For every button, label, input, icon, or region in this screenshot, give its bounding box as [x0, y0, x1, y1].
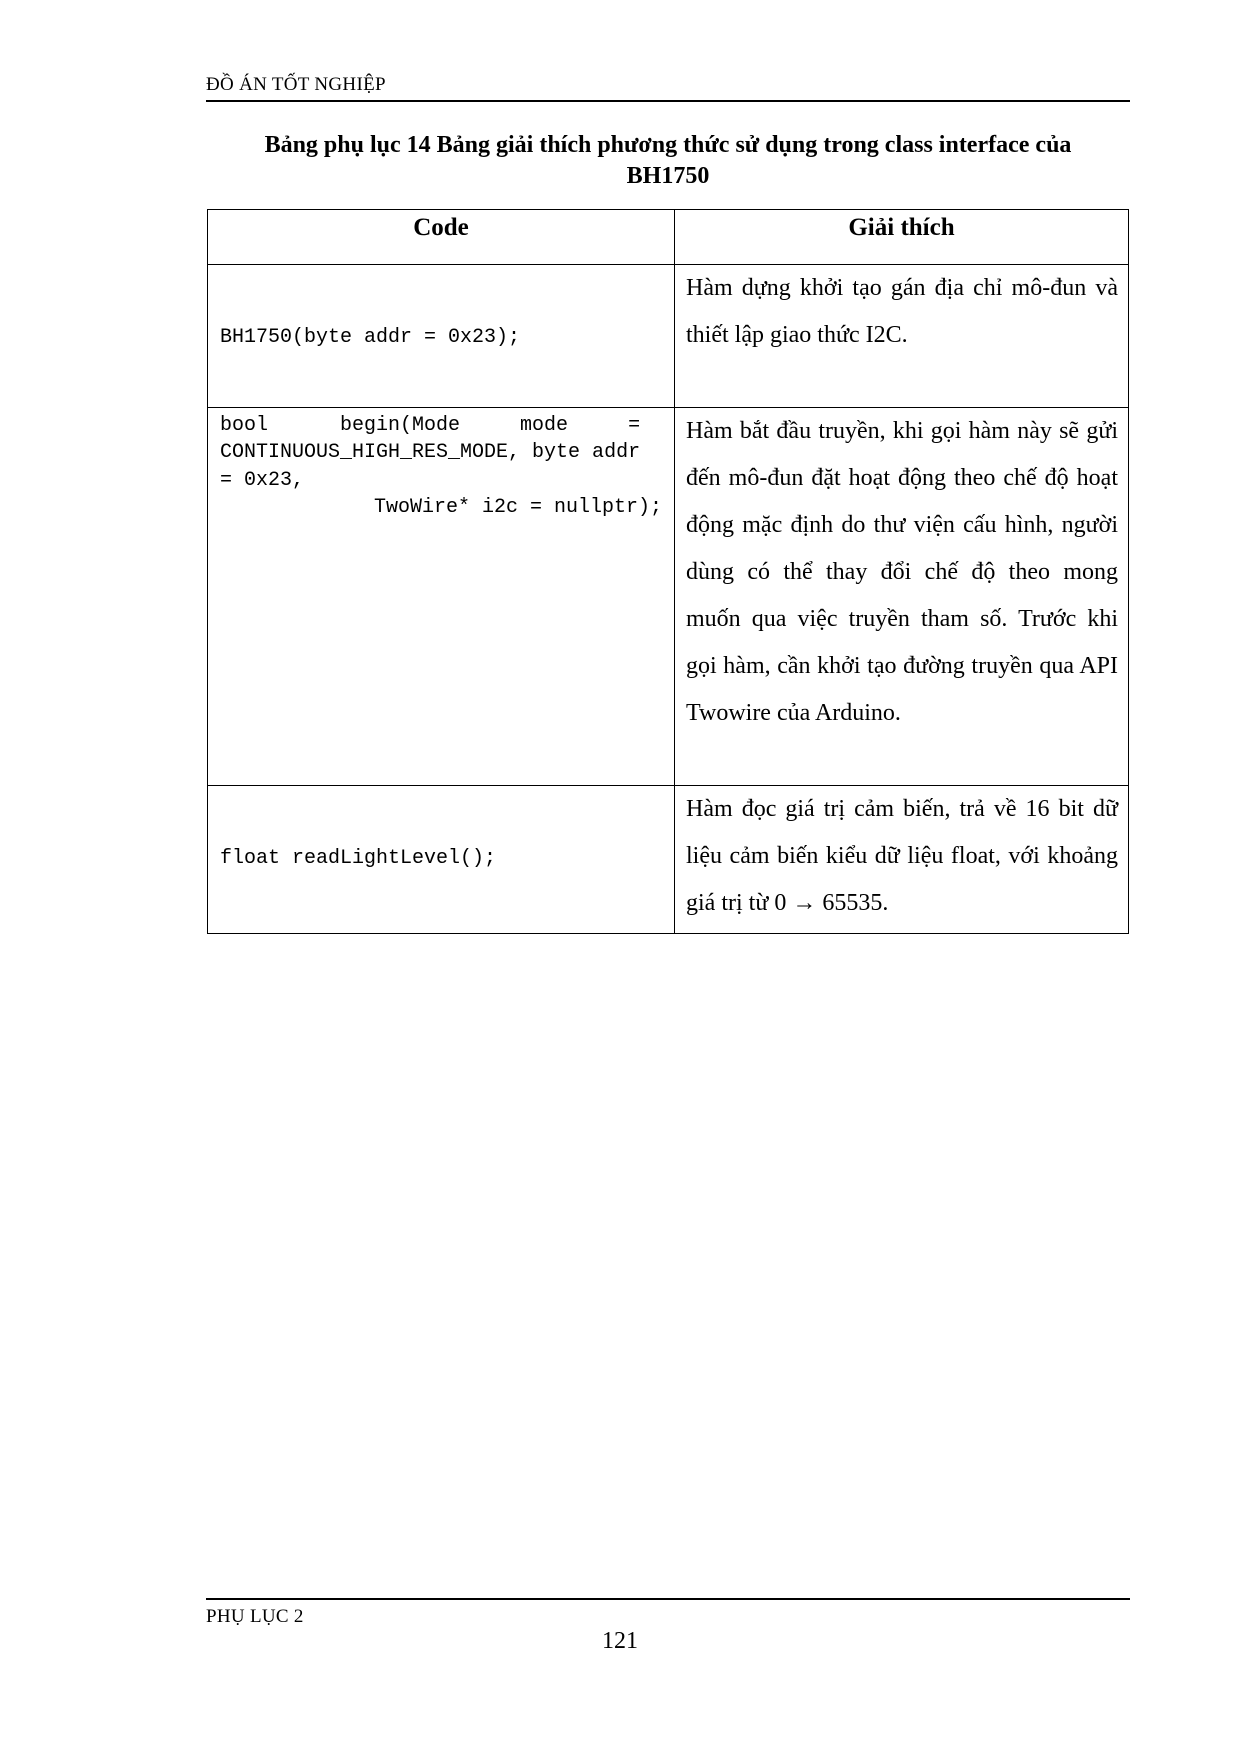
- table-caption: [206, 130, 1130, 192]
- code-line: CONTINUOUS_HIGH_RES_MODE, byte addr: [220, 441, 641, 464]
- code-line: float readLightLevel();: [220, 846, 497, 870]
- table-row: [208, 407, 1129, 785]
- methods-table: [207, 209, 1129, 934]
- column-header-description: Giải thích: [675, 210, 1129, 265]
- header-title: ĐỒ ÁN TỐT NGHIỆP: [206, 74, 386, 95]
- caption-line-2: BH1750: [626, 163, 710, 189]
- code-cell: [208, 407, 675, 785]
- code-line: BH1750(byte addr = 0x23);: [220, 326, 521, 349]
- code-line: TwoWire* i2c = nullptr);: [373, 496, 662, 519]
- page-footer: [206, 1598, 1130, 1628]
- description-cell: Hàm đọc giá trị cảm biến, trả về 16 bit dữ liệu cảm biến kiểu dữ liệu float, với khoảng giá trị từ 0 → 65535.: [675, 785, 1129, 933]
- description-cell: Hàm bắt đầu truyền, khi gọi hàm này sẽ gửi đến mô-đun đặt hoạt động theo chế độ hoạt động mặc định do thư viện cấu hình, người dùng có thể thay đổi chế độ theo mong muốn qua việc truyền tham số. Trước khi gọi hàm, cần khởi tạo đường truyền qua API Twowire của Arduino.: [675, 407, 1129, 785]
- page-header: [206, 74, 1130, 102]
- code-cell: [208, 785, 675, 933]
- table-row: [208, 785, 1129, 933]
- footer-divider: [206, 1598, 1130, 1600]
- column-header-code: Code: [208, 210, 675, 265]
- description-cell: Hàm dựng khởi tạo gán địa chỉ mô-đun và thiết lập giao thức I2C.: [675, 265, 1129, 408]
- caption-line-1: Bảng phụ lục 14 Bảng giải thích phương thức sử dụng trong class interface của: [264, 132, 1072, 158]
- code-cell: [208, 265, 675, 408]
- header-divider: [206, 100, 1130, 102]
- table-header-row: [208, 210, 1129, 265]
- code-line: bool begin(Mode mode =: [220, 413, 641, 437]
- footer-section: PHỤ LỤC 2: [206, 1606, 304, 1627]
- code-line: = 0x23,: [220, 468, 305, 492]
- table-row: [208, 265, 1129, 408]
- page-number: 121: [602, 1628, 638, 1654]
